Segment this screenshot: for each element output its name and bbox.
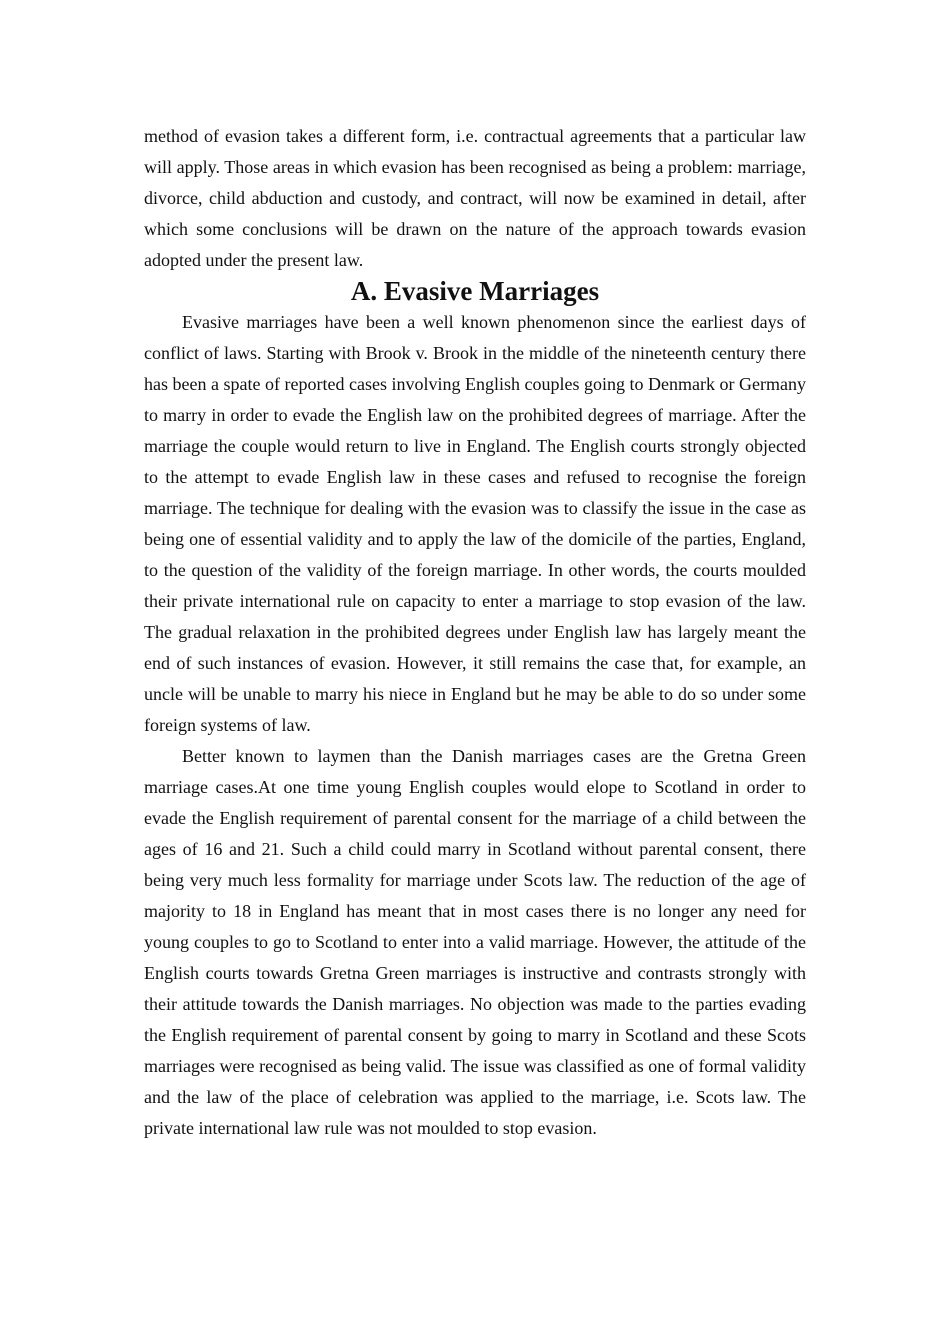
intro-paragraph: method of evasion takes a different form, i.e. contractual agreements that a particular law will apply. Those areas in which evasion has been recognised as being a problem: marriage, divorce, child abduction and custody, and contract, will now be examined in detail, after which some conclusions will be drawn on the nature of the approach towards evasion adopted under the present law. bbox=[144, 126, 806, 270]
section-heading: A. Evasive Marriages bbox=[350, 276, 600, 306]
document-page bbox=[144, 121, 806, 1144]
paragraph-gretna-green: Better known to laymen than the Danish marriages cases are the Gretna Green marriage cases.At one time young English couples would elope to Scotland in order to evade the English requirement of parental consent for the marriage of a child between the ages of 16 and 21. Such a child could marry in Scotland without parental consent, there being very much less formality for marriage under Scots law. The reduction of the age of majority to 18 in England has meant that in most cases there is no longer any need for young couples to go to Scotland to enter into a valid marriage. However, the attitude of the English courts towards Gretna Green marriages is instructive and contrasts strongly with their attitude towards the Danish marriages. No objection was made to the parties evading the English requirement of parental consent by going to marry in Scotland and these Scots marriages were recognised as being valid. The issue was classified as one of formal validity and the law of the place of celebration was applied to the marriage, i.e. Scots law. The private international law rule was not moulded to stop evasion. bbox=[144, 746, 806, 1138]
paragraph-evasive-marriages: Evasive marriages have been a well known phenomenon since the earliest days of conflict of laws. Starting with Brook v. Brook in the middle of the nineteenth century there has been a spate of reported cases involving English couples going to Denmark or Germany to marry in order to evade the English law on the prohibited degrees of marriage. After the marriage the couple would return to live in England. The English courts strongly objected to the attempt to evade English law in these cases and refused to recognise the foreign marriage. The technique for dealing with the evasion was to classify the issue in the case as being one of essential validity and to apply the law of the domicile of the parties, England, to the question of the validity of the foreign marriage. In other words, the courts moulded their private international rule on capacity to enter a marriage to stop evasion of the law. The gradual relaxation in the prohibited degrees under English law has largely meant the end of such instances of evasion. However, it still remains the case that, for example, an uncle will be unable to marry his niece in England but he may be able to do so under some foreign systems of law. bbox=[144, 312, 806, 735]
